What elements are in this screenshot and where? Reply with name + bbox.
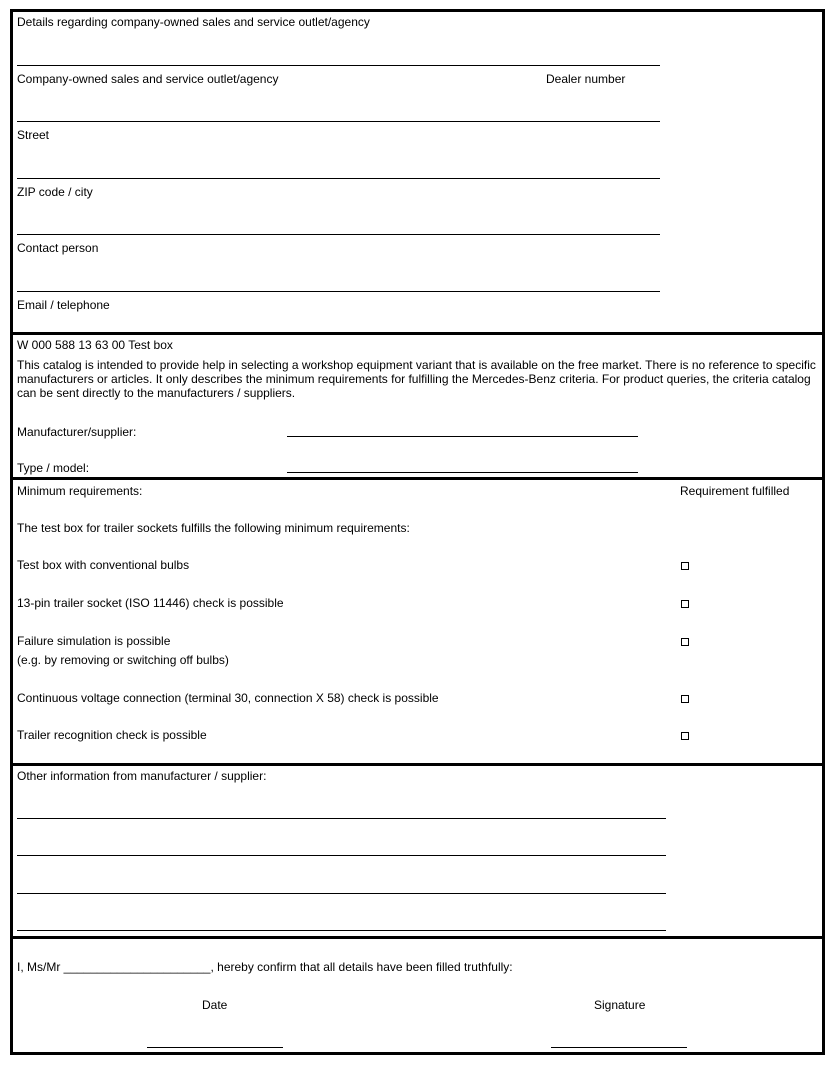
manufacturer-label: Manufacturer/supplier: <box>17 425 137 439</box>
signature-input-line[interactable] <box>551 1047 687 1048</box>
dealer-number-label: Dealer number <box>546 72 626 86</box>
requirement-item-text: 13-pin trailer socket (ISO 11446) check is possible <box>17 596 284 610</box>
zip-city-input-line[interactable] <box>17 178 660 179</box>
dealer-section-heading: Details regarding company-owned sales and service outlet/agency <box>17 15 370 29</box>
section-divider <box>10 763 825 766</box>
email-telephone-label: Email / telephone <box>17 298 110 312</box>
requirements-heading: Minimum requirements: <box>17 484 143 498</box>
date-label: Date <box>202 998 228 1012</box>
requirement-checkbox[interactable] <box>681 562 689 570</box>
street-label: Street <box>17 128 50 142</box>
requirement-item-text: Failure simulation is possible <box>17 634 171 648</box>
type-model-label: Type / model: <box>17 461 90 475</box>
section-divider <box>10 936 825 939</box>
requirements-intro: The test box for trailer sockets fulfills the following minimum requirements: <box>17 521 410 535</box>
other-info-input-line[interactable] <box>17 930 666 931</box>
requirement-item-text: Trailer recognition check is possible <box>17 728 207 742</box>
other-info-input-line[interactable] <box>17 855 666 856</box>
other-info-input-line[interactable] <box>17 893 666 894</box>
section-divider <box>10 332 825 335</box>
product-title: W 000 588 13 63 00 Test box <box>17 338 173 352</box>
requirement-item-text: Continuous voltage connection (terminal 30, connection X 58) check is possible <box>17 691 439 705</box>
requirement-checkbox[interactable] <box>681 732 689 740</box>
type-model-input-line[interactable] <box>287 472 638 473</box>
email-telephone-input-line[interactable] <box>17 291 660 292</box>
signature-label: Signature <box>594 998 646 1012</box>
section-divider <box>10 477 825 480</box>
date-input-line[interactable] <box>147 1047 283 1048</box>
contact-person-input-line[interactable] <box>17 234 660 235</box>
requirement-checkbox[interactable] <box>681 638 689 646</box>
manufacturer-input-line[interactable] <box>287 436 638 437</box>
other-info-input-line[interactable] <box>17 818 666 819</box>
outlet-label: Company-owned sales and service outlet/agency <box>17 72 279 86</box>
confirmation-text: I, Ms/Mr ______________________, hereby confirm that all details have been filled truthfully: <box>17 960 513 974</box>
street-input-line[interactable] <box>17 121 660 122</box>
requirement-item-text: Test box with conventional bulbs <box>17 558 190 572</box>
zip-city-label: ZIP code / city <box>17 185 93 199</box>
product-description: This catalog is intended to provide help in selecting a workshop equipment variant that is available on the free market. There is no reference to specific manufacturers or articles. It only describes the minimum requirements for fulfilling the Mercedes-Benz criteria. For product queries, the criteria catalog can be sent directly to the manufacturers / suppliers. <box>17 358 816 400</box>
outlet-input-line[interactable] <box>17 65 660 66</box>
requirement-checkbox[interactable] <box>681 695 689 703</box>
other-info-heading: Other information from manufacturer / supplier: <box>17 769 267 783</box>
contact-person-label: Contact person <box>17 241 99 255</box>
requirement-checkbox[interactable] <box>681 600 689 608</box>
requirement-item-note: (e.g. by removing or switching off bulbs) <box>17 653 229 667</box>
requirement-fulfilled-header: Requirement fulfilled <box>680 484 790 498</box>
